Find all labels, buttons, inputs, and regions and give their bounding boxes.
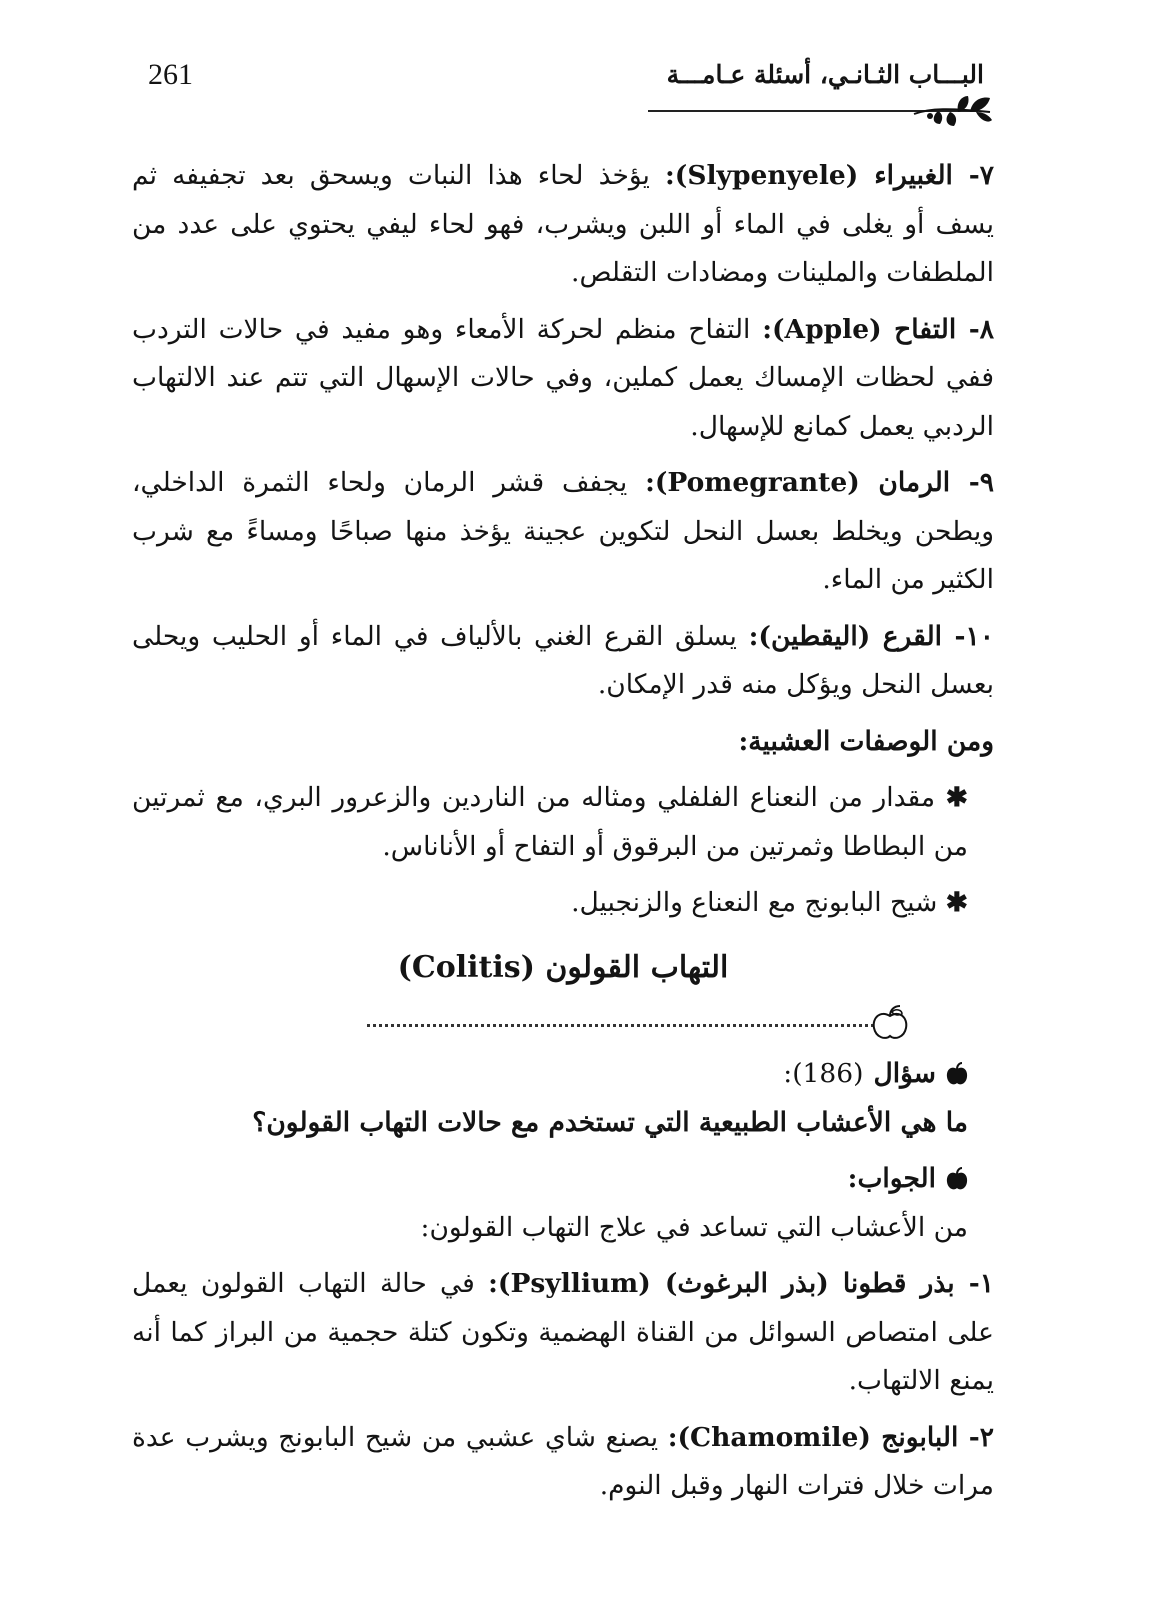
apple-bullet-icon <box>946 1062 968 1086</box>
leaf-ornament-icon <box>910 94 994 128</box>
paragraph-text: يسلق القرع الغني بالألياف في الماء أو الحليب ويحلى بعسل النحل ويؤكل منه قدر الإمكان. <box>132 620 994 700</box>
answer-item-text: في حالة التهاب القولون يعمل على امتصاص السوائل من القناة الهضمية وتكون كتلة حجمية من البراز كما أنه يمنع الالتهاب. <box>132 1268 994 1396</box>
answer-item-2 <box>132 1414 994 1511</box>
paragraph-label: ٧- الغبيراء (Slypenyele): <box>665 160 994 191</box>
dotted-line <box>367 1024 874 1027</box>
paragraph-text: يؤخذ لحاء هذا النبات ويسحق بعد تجفيفه ثم يسف أو يغلى في الماء أو اللبن ويشرب، فهو لحاء ليفي يحتوي على عدد من الملطفات والملينات ومضادات التقلص. <box>132 160 994 288</box>
recipes-heading: ومن الوصفات العشبية: <box>738 725 994 757</box>
question-number: (186): <box>783 1058 864 1089</box>
recipe-text: شيح البابونج مع النعناع والزنجبيل. <box>571 887 938 918</box>
paragraph-item-7 <box>132 152 994 298</box>
answer-label: الجواب: <box>847 1163 936 1194</box>
dotted-divider <box>132 1004 994 1044</box>
paragraph-item-8 <box>132 306 994 452</box>
paragraph-text: يجفف قشر الرمان ولحاء الثمرة الداخلي، ويطحن ويخلط بعسل النحل لتكوين عجينة يؤخذ منها صباحًا ومساءً مع شرب الكثير من الماء. <box>132 467 994 595</box>
answer-intro: من الأعشاب التي تساعد في علاج التهاب القولون: <box>420 1211 968 1243</box>
page-header <box>130 58 994 128</box>
answer-item-label: ٢- البابونج (Chamomile): <box>667 1421 995 1453</box>
star-bullet-icon: ✱ <box>945 887 968 918</box>
apple-ornament-icon <box>870 1004 910 1042</box>
question-heading <box>132 1050 994 1099</box>
recipe-text: مقدار من النعناع الفلفلي ومثاله من الناردين والزعرور البري، مع ثمرتين من البطاطا وثمرتين من البرقوق أو التفاح أو الأناناس. <box>132 782 968 862</box>
paragraph-label: ٩- الرمان (Pomegrante): <box>645 467 995 498</box>
question-label: سؤال <box>873 1058 936 1089</box>
recipe-item <box>132 879 994 928</box>
paragraph-label: ١٠- القرع (اليقطين): <box>748 620 994 652</box>
recipe-item <box>132 774 994 871</box>
answer-item-text: يصنع شاي عشبي من شيح البابونج ويشرب عدة مرات خلال فترات النهار وقبل النوم. <box>132 1421 994 1501</box>
body-text <box>132 152 994 1519</box>
question-text: ما هي الأعشاب الطبيعية التي تستخدم مع حالات التهاب القولون؟ <box>252 1106 968 1138</box>
page-number: 261 <box>148 58 193 91</box>
paragraph-label: ٨- التفاح (Apple): <box>762 313 994 345</box>
answer-item-label: ١- بذر قطونا (بذر البرغوث) (Psyllium): <box>488 1268 994 1299</box>
apple-bullet-icon <box>946 1167 968 1191</box>
paragraph-text: التفاح منظم لحركة الأمعاء وهو مفيد في حالات التردب ففي لحظات الإمساك يعمل كملين، وفي حالات الإسهال التي تتم عند الالتهاب الردبي يعمل كمانع للإسهال. <box>132 313 994 442</box>
answer-item-1 <box>132 1260 994 1406</box>
paragraph-item-10 <box>132 613 994 710</box>
paragraph-item-9 <box>132 459 994 605</box>
star-bullet-icon: ✱ <box>945 782 968 813</box>
running-title: البـــاب الثـانـي، أسئلة عـامـــة <box>666 60 984 89</box>
section-title: التهاب القولون (Colitis) <box>397 949 729 985</box>
answer-heading <box>132 1155 994 1204</box>
